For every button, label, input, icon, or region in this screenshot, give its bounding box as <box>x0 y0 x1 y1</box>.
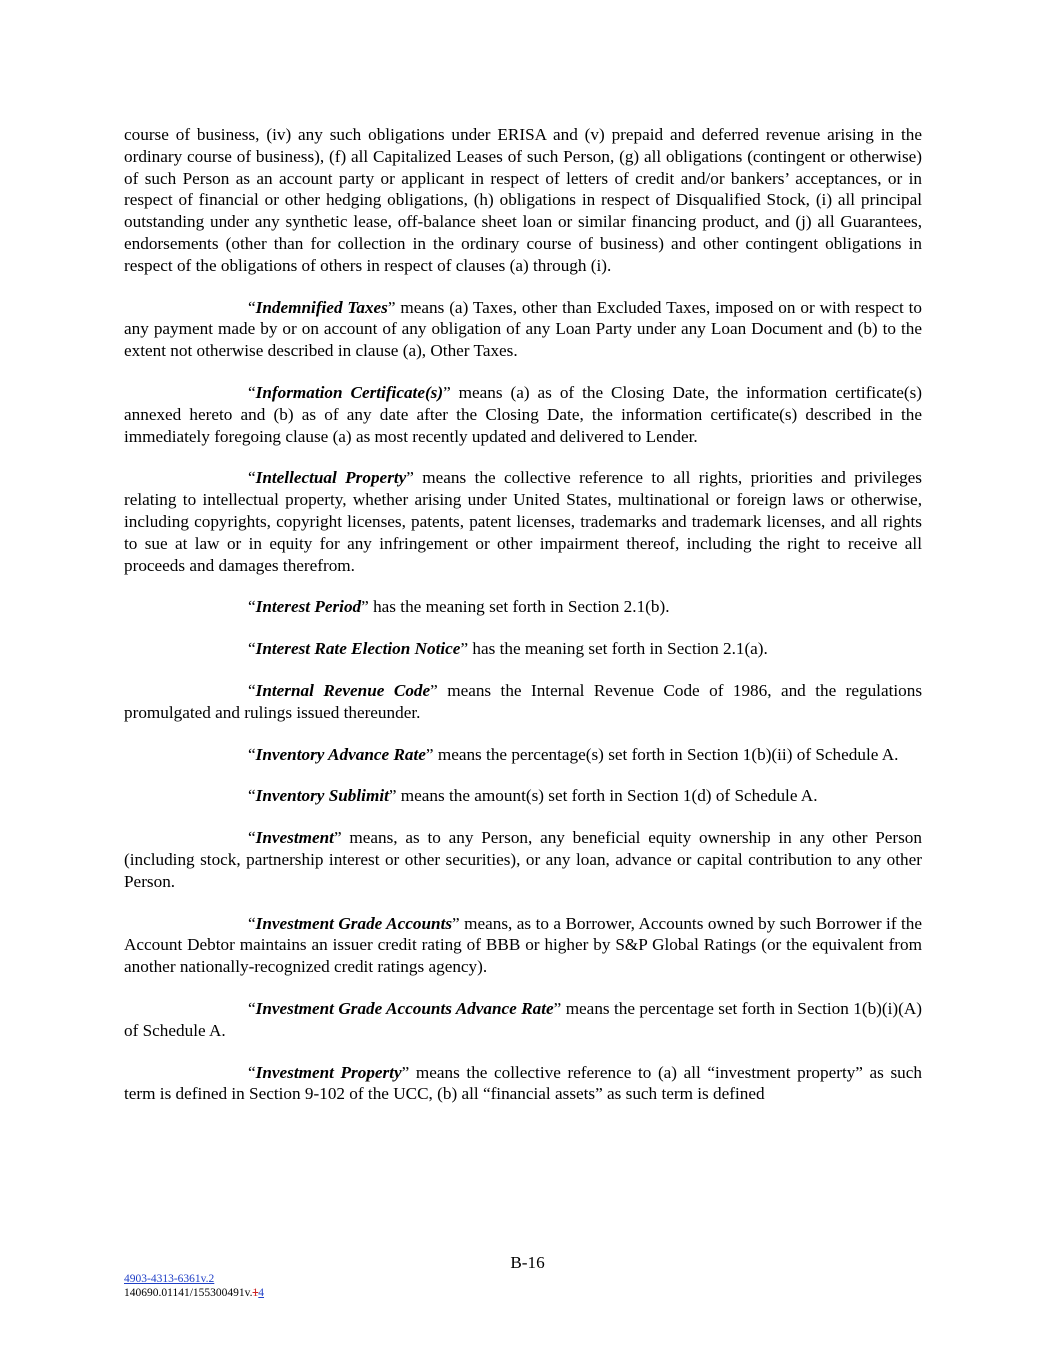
definition-text: ” means the Internal Revenue Code of 1986, and the regulations promulgated and rulings issued thereunder. <box>124 680 923 722</box>
definition-indemnified-taxes: “Indemnified Taxes” means (a) Taxes, other than Excluded Taxes, imposed on or with respect to any payment made by or on account of any obligation of any Loan Party under any Loan Document and (b) to the extent not otherwise described in clause (a), Other Taxes. <box>124 297 922 361</box>
definition-inventory-advance-rate: “Inventory Advance Rate” means the percentage(s) set forth in Section 1(b)(ii) of Schedule A. <box>248 744 899 764</box>
defined-term: Investment Grade Accounts <box>255 913 453 933</box>
footer-doc-id: 4903-4313-6361v.2 <box>124 1273 215 1285</box>
document-footer <box>124 1272 264 1300</box>
defined-term: Investment <box>255 828 334 848</box>
definition-text: ” means the collective reference to (a) all “investment property” as such term is defined in Section 9-102 of the UCC, (b) all “financial assets” as such term is defined <box>124 1062 922 1104</box>
defined-term: Indemnified Taxes <box>255 297 388 317</box>
document-body <box>124 124 922 1125</box>
definition-text: ” means (a) as of the Closing Date, the information certificate(s) annexed hereto and (b) as of any date after the Closing Date, the information certificate(s) described in the immediately foregoing clause (a) as most recently updated and delivered to Lender. <box>124 382 922 446</box>
opening-paragraph: course of business, (iv) any such obligations under ERISA and (v) prepaid and deferred revenue arising in the ordinary course of business), (f) all Capitalized Leases of such Person, (g) all obligations (contingent or otherwise) of such Person as an account party or applicant in respect of letters of credit and/or bankers’ acceptances, or in respect of financial or other hedging obligations, (h) obligations in respect of Disqualified Stock, (i) all principal outstanding under any synthetic lease, off-balance sheet loan or similar financing product, and (j) all Guarantees, endorsements (other than for collection in the ordinary course of business) and other contingent obligations in respect of the obligations of others in respect of clauses (a) through (i). <box>124 125 922 275</box>
definition-text: ” means (a) Taxes, other than Excluded Taxes, imposed on or with respect to any payment made by or on account of any obligation of any Loan Party under any Loan Document and (b) to the extent not otherwise described in clause (a), Other Taxes. <box>124 297 922 361</box>
definition-information-certificates: “Information Certificate(s)” means (a) as of the Closing Date, the information certificate(s) annexed hereto and (b) as of any date after the Closing Date, the information certificate(s) described in the immediately foregoing clause (a) as most recently updated and delivered to Lender. <box>124 382 922 446</box>
defined-term: Inventory Sublimit <box>255 786 389 806</box>
defined-term: Information Certificate(s) <box>255 382 444 402</box>
definition-text: ” has the meaning set forth in Section 2.1(b). <box>361 597 670 617</box>
definition-investment-grade-accounts-advance-rate: “Investment Grade Accounts Advance Rate” means the percentage set forth in Section 1(b)(i)(A) of Schedule A. <box>124 998 922 1040</box>
defined-term: Internal Revenue Code <box>255 680 431 700</box>
definition-investment: “Investment” means, as to any Person, any beneficial equity ownership in any other Person (including stock, partnership interest or other securities), or any loan, advance or capital contribution to any other Person. <box>124 828 922 891</box>
defined-term: Interest Period <box>255 597 362 617</box>
defined-term: Intellectual Property <box>255 468 407 488</box>
definition-text: ” means, as to a Borrower, Accounts owned by such Borrower if the Account Debtor maintains an issuer credit rating of BBB or higher by S&P Global Ratings (or the equivalent from another nationally-recognized credit ratings agency). <box>124 913 922 977</box>
definition-internal-revenue-code: “Internal Revenue Code” means the Internal Revenue Code of 1986, and the regulations promulgated and rulings issued thereunder. <box>124 680 923 722</box>
defined-term: Investment Grade Accounts Advance Rate <box>255 998 554 1018</box>
definition-investment-property: “Investment Property” means the collective reference to (a) all “investment property” as such term is defined in Section 9-102 of the UCC, (b) all “financial assets” as such term is defined <box>124 1062 922 1104</box>
footer-version-inserted: 4 <box>258 1287 265 1299</box>
definition-inventory-sublimit: “Inventory Sublimit” means the amount(s) set forth in Section 1(d) of Schedule A. <box>248 786 818 806</box>
definition-text: ” means the amount(s) set forth in Section 1(d) of Schedule A. <box>388 786 818 806</box>
footer-version-deleted: 1 <box>252 1287 259 1299</box>
defined-term: Investment Property <box>255 1062 402 1082</box>
footer-matter-id <box>124 1286 264 1300</box>
definition-text: ” means, as to any Person, any beneficial equity ownership in any other Person (including stock, partnership interest or other securities), or any loan, advance or capital contribution to any other Person. <box>124 828 922 891</box>
definition-interest-period: “Interest Period” has the meaning set forth in Section 2.1(b). <box>248 597 670 617</box>
definition-intellectual-property: “Intellectual Property” means the collective reference to all rights, priorities and privileges relating to intellectual property, whether arising under United States, multinational or foreign laws or otherwise, including copyrights, copyright licenses, patents, patent licenses, trademarks and trademark licenses, and all rights to sue at law or in equity for any infringement or other impairment thereof, including the right to receive all proceeds and damages therefrom. <box>124 468 922 575</box>
defined-term: Interest Rate Election Notice <box>255 639 461 659</box>
defined-term: Inventory Advance Rate <box>255 744 426 764</box>
footer-matter-prefix: 140690.01141/155300491v. <box>124 1287 253 1299</box>
definition-investment-grade-accounts: “Investment Grade Accounts” means, as to a Borrower, Accounts owned by such Borrower if the Account Debtor maintains an issuer credit rating of BBB or higher by S&P Global Ratings (or the equivalent from another nationally-recognized credit ratings agency). <box>124 913 922 977</box>
definition-text: ” means the percentage set forth in Section 1(b)(i)(A) of Schedule A. <box>124 998 922 1040</box>
page-number: B-16 <box>510 1253 545 1272</box>
definition-interest-rate-election-notice: “Interest Rate Election Notice” has the meaning set forth in Section 2.1(a). <box>248 639 768 659</box>
definition-text: ” means the collective reference to all rights, priorities and privileges relating to intellectual property, whether arising under United States, multinational or foreign laws or otherwise, including copyrights, copyright licenses, patents, patent licenses, trademarks and trademark licenses, and all rights to sue at law or in equity for any infringement or other impairment thereof, including the right to receive all proceeds and damages therefrom. <box>124 468 922 575</box>
definition-text: ” means the percentage(s) set forth in Section 1(b)(ii) of Schedule A. <box>425 744 899 764</box>
definition-text: ” has the meaning set forth in Section 2.1(a). <box>460 639 768 659</box>
